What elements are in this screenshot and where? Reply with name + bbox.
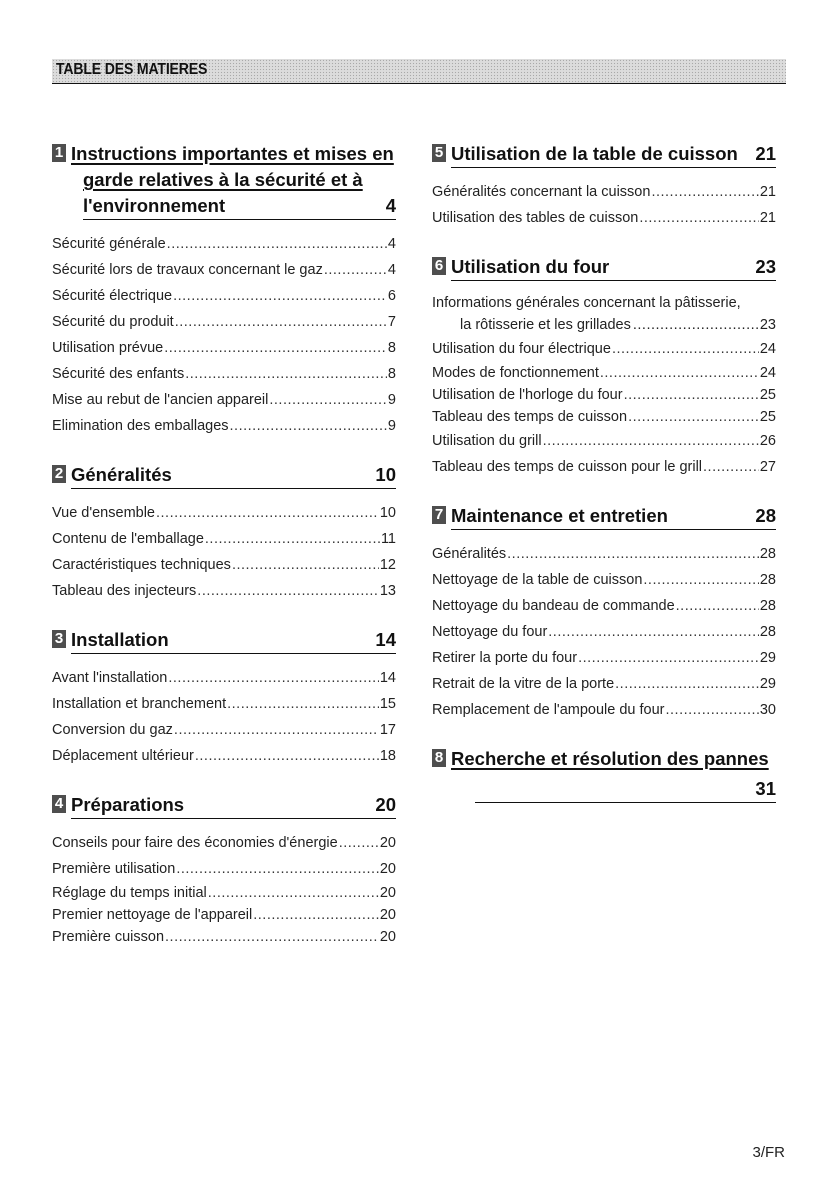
section-title: Maintenance et entretien — [451, 505, 668, 526]
leader-dots — [227, 691, 379, 717]
toc-entry[interactable] — [52, 413, 396, 439]
toc-entry-text: Utilisation du grill — [432, 433, 542, 449]
leader-dots — [676, 593, 759, 619]
toc-entry[interactable] — [432, 541, 776, 567]
toc-entry-text: Retrait de la vitre de la porte — [432, 676, 615, 692]
section-title-line: Instructions importantes et mises en — [71, 143, 394, 164]
leader-dots — [339, 830, 379, 856]
toc-section-7 — [432, 503, 776, 723]
toc-entry-text: Sécurité du produit — [52, 314, 174, 330]
leader-dots — [205, 526, 380, 552]
toc-entry-text: Déplacement ultérieur — [52, 748, 194, 764]
section-page-number: 21 — [755, 143, 776, 164]
toc-entry-page: 24 — [759, 341, 776, 357]
toc-entry-page: 18 — [379, 748, 396, 764]
toc-entry-page: 30 — [759, 702, 776, 718]
section-title: Recherche et résolution des pannes — [451, 748, 769, 769]
toc-entry-page: 25 — [759, 409, 776, 425]
toc-entry-page: 20 — [379, 885, 396, 901]
section-number-badge: 6 — [432, 257, 446, 275]
section-title: Utilisation du four — [451, 256, 610, 277]
section-heading[interactable] — [432, 254, 776, 281]
toc-right-column — [432, 141, 776, 826]
leader-dots — [633, 314, 758, 336]
toc-entry-page: 12 — [379, 557, 396, 573]
toc-entry-page: 24 — [759, 365, 776, 381]
leader-dots — [507, 541, 759, 567]
toc-entry-text: Conseils pour faire des économies d'énergie — [52, 835, 338, 851]
toc-entry-text: Tableau des temps de cuisson — [432, 409, 628, 425]
leader-dots — [195, 743, 379, 769]
toc-entry[interactable] — [432, 292, 776, 336]
toc-entry[interactable] — [52, 257, 396, 283]
section-page-number: 20 — [375, 794, 396, 815]
toc-entry[interactable] — [52, 552, 396, 578]
toc-section-5 — [432, 141, 776, 231]
leader-dots — [639, 205, 759, 231]
leader-dots — [232, 552, 379, 578]
toc-entry[interactable] — [52, 665, 396, 691]
leader-dots — [176, 856, 379, 882]
toc-entry[interactable] — [432, 336, 776, 362]
section-heading[interactable] — [52, 462, 396, 489]
leader-dots — [168, 665, 379, 691]
page-footer-number: 3/FR — [752, 1144, 785, 1161]
toc-entry[interactable] — [52, 717, 396, 743]
toc-entry-page: 9 — [387, 418, 396, 434]
toc-entry[interactable] — [432, 406, 776, 428]
toc-entry-text: Nettoyage du four — [432, 624, 548, 640]
toc-entry-page: 20 — [379, 861, 396, 877]
toc-entry-page: 20 — [379, 835, 396, 851]
toc-entry[interactable] — [432, 454, 776, 480]
section-page-number: 28 — [755, 505, 776, 526]
section-title: Généralités — [71, 464, 172, 485]
toc-section-2 — [52, 462, 396, 604]
toc-entry-page: 11 — [380, 531, 396, 547]
toc-entry[interactable] — [432, 205, 776, 231]
toc-entry[interactable] — [52, 387, 396, 413]
leader-dots — [156, 500, 379, 526]
toc-entry-text: Contenu de l'emballage — [52, 531, 204, 547]
section-number-badge: 7 — [432, 506, 446, 524]
toc-entry-text: Sécurité lors de travaux concernant le gaz — [52, 262, 323, 278]
toc-entry[interactable] — [52, 231, 396, 257]
leader-dots — [175, 309, 387, 335]
toc-entry-page: 9 — [387, 392, 396, 408]
leader-dots — [208, 882, 379, 904]
toc-entry-page: 10 — [379, 505, 396, 521]
toc-left-column — [52, 141, 396, 971]
toc-entry-text: Informations générales concernant la pâtisserie, — [432, 295, 741, 311]
toc-entry-page: 20 — [379, 907, 396, 923]
section-page-number: 14 — [375, 629, 396, 650]
section-heading[interactable] — [52, 792, 396, 819]
section-number-badge: 1 — [52, 144, 66, 162]
toc-entry-text: Tableau des temps de cuisson pour le grill — [432, 459, 703, 475]
toc-entry-text: Généralités concernant la cuisson — [432, 184, 651, 200]
leader-dots — [324, 257, 387, 283]
section-title-last-line — [83, 193, 396, 220]
section-page-number: 4 — [385, 195, 396, 216]
leader-dots — [578, 645, 759, 671]
leader-dots — [624, 384, 759, 406]
toc-entry-page: 23 — [759, 317, 776, 333]
toc-entry-page: 8 — [387, 340, 396, 356]
toc-entry[interactable] — [52, 283, 396, 309]
toc-entry[interactable] — [432, 645, 776, 671]
toc-entry[interactable] — [52, 882, 396, 904]
toc-entry-text: Première utilisation — [52, 861, 176, 877]
toc-entry-page: 27 — [759, 459, 776, 475]
toc-entry[interactable] — [432, 593, 776, 619]
leader-dots — [230, 413, 387, 439]
toc-entry-page: 6 — [387, 288, 396, 304]
section-heading[interactable] — [52, 141, 396, 220]
toc-header-band — [52, 59, 786, 84]
toc-entry-page: 15 — [379, 696, 396, 712]
toc-entry-text: Nettoyage de la table de cuisson — [432, 572, 643, 588]
section-number-badge: 4 — [52, 795, 66, 813]
toc-entry-text: Remplacement de l'ampoule du four — [432, 702, 665, 718]
toc-entry-text: Mise au rebut de l'ancien appareil — [52, 392, 269, 408]
toc-section-1 — [52, 141, 396, 439]
leader-dots — [543, 428, 759, 454]
toc-entry-page: 26 — [759, 433, 776, 449]
section-title-line: l'environnement — [83, 195, 226, 216]
leader-dots — [615, 671, 759, 697]
toc-entry[interactable] — [432, 619, 776, 645]
toc-entry[interactable] — [52, 856, 396, 882]
section-number-badge: 8 — [432, 749, 446, 767]
toc-entry-page: 29 — [759, 650, 776, 666]
leader-dots — [600, 362, 759, 384]
toc-entry[interactable] — [52, 309, 396, 335]
section-page-number: 31 — [755, 778, 776, 799]
toc-entry-page: 20 — [379, 929, 396, 945]
toc-entry-text: Conversion du gaz — [52, 722, 173, 738]
toc-entry[interactable] — [52, 335, 396, 361]
toc-entry[interactable] — [52, 904, 396, 926]
toc-entry-page: 28 — [759, 546, 776, 562]
toc-entry-page: 21 — [759, 184, 776, 200]
toc-entry[interactable] — [52, 500, 396, 526]
toc-entry-text: Elimination des emballages — [52, 418, 229, 434]
leader-dots — [164, 335, 387, 361]
toc-entry-text: Retirer la porte du four — [432, 650, 578, 666]
section-heading[interactable] — [432, 503, 776, 530]
toc-entry[interactable] — [52, 691, 396, 717]
toc-entry-text: Modes de fonctionnement — [432, 365, 599, 381]
toc-section-3 — [52, 627, 396, 769]
section-number-badge: 3 — [52, 630, 66, 648]
section-heading[interactable] — [52, 627, 396, 654]
toc-entry-page: 4 — [387, 262, 396, 278]
leader-dots — [548, 619, 759, 645]
toc-entry[interactable] — [432, 697, 776, 723]
leader-dots — [167, 231, 387, 257]
toc-entry[interactable] — [432, 362, 776, 384]
toc-entry-page: 25 — [759, 387, 776, 403]
toc-entry[interactable] — [52, 361, 396, 387]
toc-section-4 — [52, 792, 396, 948]
toc-entry-text: Sécurité des enfants — [52, 366, 185, 382]
toc-entry-page: 28 — [759, 624, 776, 640]
toc-entry[interactable] — [52, 526, 396, 552]
toc-entry-text: Sécurité électrique — [52, 288, 173, 304]
toc-entry-text: Sécurité générale — [52, 236, 166, 252]
leader-dots — [253, 904, 379, 926]
leader-dots — [174, 717, 379, 743]
leader-dots — [197, 578, 379, 604]
section-title: Installation — [71, 629, 169, 650]
leader-dots — [165, 926, 379, 948]
section-title: Utilisation de la table de cuisson — [451, 143, 738, 164]
toc-entry[interactable] — [52, 743, 396, 769]
leader-dots — [173, 283, 387, 309]
toc-entry-text: Tableau des injecteurs — [52, 583, 197, 599]
toc-section-6 — [432, 254, 776, 480]
section-page-number: 10 — [375, 464, 396, 485]
toc-entry-text: Utilisation prévue — [52, 340, 164, 356]
toc-entry[interactable] — [432, 567, 776, 593]
section-heading[interactable] — [432, 141, 776, 168]
toc-entry-text: Généralités — [432, 546, 507, 562]
toc-entry[interactable] — [52, 830, 396, 856]
toc-entry-page: 13 — [379, 583, 396, 599]
toc-entry-text-continued: la rôtisserie et les grillades — [460, 317, 631, 333]
leader-dots — [665, 697, 758, 723]
toc-entry-page: 8 — [387, 366, 396, 382]
toc-entry-text: Nettoyage du bandeau de commande — [432, 598, 675, 614]
toc-entry-page: 4 — [387, 236, 396, 252]
section-title: Préparations — [71, 794, 185, 815]
toc-entry-page: 28 — [759, 572, 776, 588]
toc-entry-text: Première cuisson — [52, 929, 165, 945]
toc-entry-text: Utilisation du four électrique — [432, 341, 611, 357]
leader-dots — [612, 336, 759, 362]
leader-dots — [185, 361, 387, 387]
toc-entry-text: Réglage du temps initial — [52, 885, 207, 901]
leader-dots — [628, 406, 759, 428]
toc-entry-page: 21 — [759, 210, 776, 226]
toc-entry[interactable] — [52, 578, 396, 604]
toc-entry-page: 29 — [759, 676, 776, 692]
toc-entry-text: Premier nettoyage de l'appareil — [52, 907, 253, 923]
leader-dots — [651, 179, 758, 205]
toc-entry-text: Utilisation des tables de cuisson — [432, 210, 639, 226]
toc-entry-text: Avant l'installation — [52, 670, 168, 686]
leader-dots — [269, 387, 387, 413]
toc-entry-page: 17 — [379, 722, 396, 738]
section-number-badge: 5 — [432, 144, 446, 162]
toc-entry[interactable] — [432, 384, 776, 406]
toc-title: TABLE DES MATIERES — [56, 61, 208, 78]
toc-entry[interactable] — [52, 926, 396, 948]
section-title-line: garde relatives à la sécurité et à — [83, 169, 363, 190]
toc-entry[interactable] — [432, 671, 776, 697]
section-number-badge: 2 — [52, 465, 66, 483]
leader-dots — [703, 454, 759, 480]
toc-section-8 — [432, 746, 776, 803]
leader-dots — [643, 567, 758, 593]
toc-entry-page: 7 — [387, 314, 396, 330]
toc-entry-page: 28 — [759, 598, 776, 614]
toc-entry-page: 14 — [379, 670, 396, 686]
toc-entry-text: Caractéristiques techniques — [52, 557, 231, 573]
toc-entry-text: Utilisation de l'horloge du four — [432, 387, 623, 403]
section-page-number: 23 — [755, 256, 776, 277]
toc-entry-text: Installation et branchement — [52, 696, 227, 712]
toc-entry[interactable] — [432, 179, 776, 205]
toc-entry-text: Vue d'ensemble — [52, 505, 155, 521]
section-heading[interactable] — [432, 746, 776, 803]
toc-entry[interactable] — [432, 428, 776, 454]
